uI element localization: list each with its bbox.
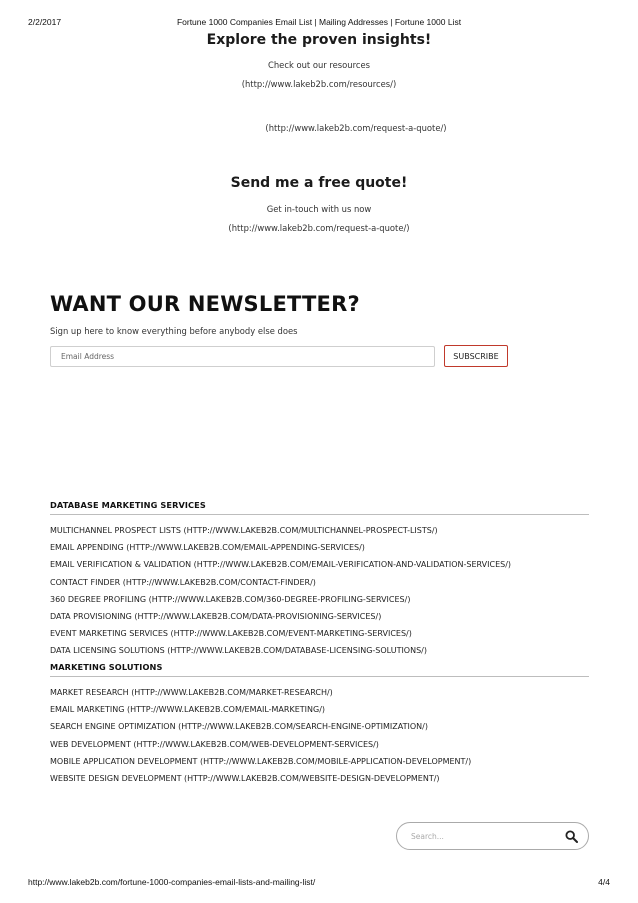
print-header	[28, 17, 610, 29]
resources-link[interactable]: (http://www.lakeb2b.com/resources/)	[241, 79, 397, 89]
quote-extra-link-row	[0, 118, 638, 136]
list-item	[50, 751, 589, 768]
database-services-list	[50, 520, 589, 658]
search-button[interactable]	[565, 830, 578, 843]
data-licensing-link[interactable]: DATA LICENSING SOLUTIONS (HTTP://WWW.LAKEB2B.COM/DATABASE-LICENSING-SOLUTIONS/)	[50, 646, 427, 656]
quote-link-row	[0, 218, 638, 236]
list-item	[50, 682, 589, 699]
email-marketing-link[interactable]: EMAIL MARKETING (HTTP://WWW.LAKEB2B.COM/EMAIL-MARKETING/)	[50, 705, 326, 715]
list-item	[50, 640, 589, 657]
list-item	[50, 572, 589, 589]
print-footer	[28, 877, 610, 889]
quote-heading: Send me a free quote!	[230, 175, 408, 191]
list-item	[50, 589, 589, 606]
request-quote-link[interactable]: (http://www.lakeb2b.com/request-a-quote/)	[228, 223, 410, 233]
list-item	[50, 768, 589, 785]
marketing-solutions-list	[50, 682, 589, 785]
print-page-title: Fortune 1000 Companies Email List | Mailing Addresses | Fortune 1000 List	[176, 17, 462, 27]
contact-finder-link[interactable]: CONTACT FINDER (HTTP://WWW.LAKEB2B.COM/CONTACT-FINDER/)	[50, 577, 316, 587]
multichannel-prospect-lists-link[interactable]: MULTICHANNEL PROSPECT LISTS (HTTP://WWW.LAKEB2B.COM/MULTICHANNEL-PROSPECT-LISTS/)	[50, 526, 438, 535]
list-item	[50, 537, 589, 554]
insights-cta	[0, 32, 638, 48]
search-icon	[565, 830, 578, 843]
database-marketing-services	[50, 500, 589, 658]
insights-link-row	[0, 74, 638, 92]
database-services-title: DATABASE MARKETING SERVICES	[50, 500, 589, 515]
list-item	[50, 606, 589, 623]
list-item	[50, 623, 589, 640]
list-item	[50, 520, 589, 537]
marketing-solutions-title: MARKETING SOLUTIONS	[50, 662, 589, 677]
insights-text-row	[0, 55, 638, 73]
request-quote-extra-link[interactable]: (http://www.lakeb2b.com/request-a-quote/)	[265, 123, 447, 133]
event-marketing-link[interactable]: EVENT MARKETING SERVICES (HTTP://WWW.LAKEB2B.COM/EVENT-MARKETING-SERVICES/)	[50, 629, 412, 639]
quote-text: Get in-touch with us now	[266, 204, 372, 214]
list-item	[50, 734, 589, 751]
insights-text: Check out our resources	[268, 60, 370, 70]
website-design-link[interactable]: WEBSITE DESIGN DEVELOPMENT (HTTP://WWW.LAKEB2B.COM/WEBSITE-DESIGN-DEVELOPMENT/)	[50, 773, 440, 783]
newsletter-heading: WANT OUR NEWSLETTER?	[50, 292, 360, 316]
seo-link[interactable]: SEARCH ENGINE OPTIMIZATION (HTTP://WWW.LAKEB2B.COM/SEARCH-ENGINE-OPTIMIZATION/)	[50, 722, 428, 732]
list-item	[50, 554, 589, 571]
mobile-app-development-link[interactable]: MOBILE APPLICATION DEVELOPMENT (HTTP://WWW.LAKEB2B.COM/MOBILE-APPLICATION-DEVELOPMENT/)	[50, 756, 472, 766]
print-url: http://www.lakeb2b.com/fortune-1000-companies-email-lists-and-mailing-list/	[28, 877, 316, 887]
market-research-link[interactable]: MARKET RESEARCH (HTTP://WWW.LAKEB2B.COM/MARKET-RESEARCH/)	[50, 688, 333, 697]
search-input[interactable]	[411, 829, 551, 844]
data-provisioning-link[interactable]: DATA PROVISIONING (HTTP://WWW.LAKEB2B.COM/DATA-PROVISIONING-SERVICES/)	[50, 611, 382, 621]
print-date: 2/2/2017	[28, 17, 62, 27]
degree-profiling-link[interactable]: 360 DEGREE PROFILING (HTTP://WWW.LAKEB2B.COM/360-DEGREE-PROFILING-SERVICES/)	[50, 594, 411, 604]
email-address-input[interactable]	[50, 346, 435, 367]
newsletter-subtext: Sign up here to know everything before anybody else does	[50, 326, 298, 336]
list-item	[50, 716, 589, 733]
quote-cta	[0, 175, 638, 191]
subscribe-button[interactable]: SUBSCRIBE	[444, 345, 508, 367]
page-number: 4/4	[598, 877, 610, 887]
quote-text-row	[0, 199, 638, 217]
insights-heading: Explore the proven insights!	[206, 32, 432, 48]
search-box	[396, 822, 589, 850]
email-verification-link[interactable]: EMAIL VERIFICATION & VALIDATION (HTTP://WWW.LAKEB2B.COM/EMAIL-VERIFICATION-AND-VALIDATION-SERVICES/)	[50, 560, 512, 570]
list-item	[50, 699, 589, 716]
email-appending-link[interactable]: EMAIL APPENDING (HTTP://WWW.LAKEB2B.COM/EMAIL-APPENDING-SERVICES/)	[50, 543, 365, 553]
marketing-solutions	[50, 662, 589, 785]
web-development-link[interactable]: WEB DEVELOPMENT (HTTP://WWW.LAKEB2B.COM/WEB-DEVELOPMENT-SERVICES/)	[50, 739, 379, 749]
